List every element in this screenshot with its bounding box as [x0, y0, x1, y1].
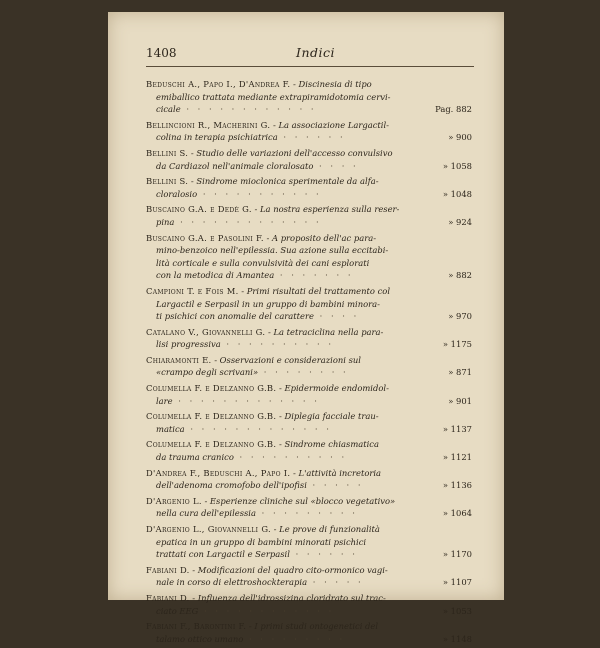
index-entry [146, 410, 472, 435]
entry-line [146, 160, 472, 173]
index-entry [146, 285, 472, 323]
leader-dots: · · · · [313, 160, 359, 171]
index-entry [146, 175, 472, 200]
entry-title-text: nale in corso di elettroshockterapia [156, 577, 308, 588]
entry-title-text: ti psichici con anomalie del carattere [156, 311, 314, 322]
entry-title-text: colina in terapia psichiatrica [156, 132, 278, 143]
entry-title-text: Largactil e Serpasil in un gruppo di bambini minora- [156, 298, 380, 309]
entry-authors: Bellini S. [146, 147, 189, 158]
entry-title-text: lisi progressiva [156, 339, 221, 350]
entry-line [146, 244, 472, 257]
entry-page-ref: Pag. 882 [435, 104, 472, 115]
entry-page-ref: » 1058 [442, 160, 472, 171]
index-entry [146, 147, 472, 172]
header-rule [146, 66, 474, 67]
entry-line [146, 467, 472, 480]
entry-authors: Campioni T. e Fois M. [146, 285, 239, 296]
leader-dots: · · · · · · · · · · [233, 452, 348, 463]
leader-dots: · · · · · [306, 480, 364, 491]
index-entry [146, 620, 472, 645]
index-entry [146, 438, 472, 463]
entry-page-ref: » 1148 [442, 633, 472, 644]
entry-line [146, 395, 472, 408]
entry-title-text: lità corticale e sulla convulsività dei cani esplorati [156, 257, 370, 268]
entry-line [146, 354, 472, 367]
entry-title-text: - Modificazioni del quadro cito-ormonico vagi- [189, 564, 388, 575]
entry-title-text: dell'adenoma cromofobo dell'ipofisi [156, 480, 307, 491]
entry-line [146, 338, 472, 351]
leader-dots: · · · · · · [277, 132, 346, 143]
entry-page-ref: » 924 [448, 216, 472, 227]
leader-dots: · · · · · · · · · · [220, 339, 334, 350]
leader-dots: · · · · · · · · · [243, 633, 346, 644]
entry-title-text: - Influenza dell'idrossizina cloridrato sul trac- [189, 592, 386, 603]
entry-title-text: pina [156, 216, 175, 227]
entry-line [146, 633, 472, 646]
entry-title-text: - I primi studi ontogenetici del [246, 621, 379, 632]
index-entry [146, 467, 472, 492]
entry-title-text: lare [156, 395, 173, 406]
index-entry [146, 326, 472, 351]
entry-title-text: da Cardiazol nell'animale cloralosato [156, 160, 314, 171]
page-number: 1408 [146, 46, 177, 60]
entry-line [146, 479, 472, 492]
entry-authors: Beduschi A., Papo I., D'Andrea F. [146, 79, 291, 89]
entry-line [146, 203, 472, 216]
entry-authors: D'Argenio L. [146, 495, 202, 506]
entry-line [146, 423, 472, 436]
entry-line [146, 507, 472, 520]
index-entry [146, 592, 472, 617]
entry-authors: Catalano V., Giovannelli G. [146, 326, 266, 337]
index-entry [146, 203, 472, 228]
entry-title-text: - Sindrome chiasmatica [276, 439, 379, 450]
entry-authors: Fabiani D. [146, 564, 190, 575]
entry-authors: Chiaramonti E. [146, 354, 212, 365]
leader-dots: · · · · · · · · · [255, 508, 358, 519]
entry-line [146, 188, 472, 201]
entry-line [146, 382, 472, 395]
entry-title-text: mino-benzoico nell'epilessia. Sua azione sulla eccitabi- [156, 245, 389, 256]
leader-dots: · · · · · · · · · · · [197, 188, 322, 199]
running-title: Indici [296, 45, 335, 60]
index-entries [146, 78, 472, 648]
leader-dots: · · · · · · · [274, 270, 354, 281]
index-entry [146, 382, 472, 407]
entry-title-text: matica [156, 423, 185, 434]
entry-line [146, 410, 472, 423]
entry-title-text: ciato EEG [156, 605, 199, 616]
leader-dots: · · · · · · · · · · · · [180, 104, 317, 115]
entry-line [146, 523, 472, 536]
entry-line [146, 495, 472, 508]
entry-line [146, 326, 472, 339]
entry-title-text: - Diplegia facciale trau- [276, 411, 379, 422]
entry-title-text: trattati con Largactil e Serpasil [156, 549, 290, 560]
index-entry [146, 354, 472, 379]
entry-authors: Columella F. e Delzanno G.B. [146, 439, 277, 450]
entry-line [146, 257, 472, 270]
entry-page-ref: » 900 [448, 132, 472, 143]
entry-title-text: nella cura dell'epilessia [156, 508, 256, 519]
entry-line [146, 119, 472, 132]
index-entry [146, 495, 472, 520]
entry-line [146, 366, 472, 379]
entry-title-text: - La nostra esperienza sulla reser- [251, 204, 400, 215]
entry-line [146, 216, 472, 229]
leader-dots: · · · · · [307, 577, 364, 588]
entry-page-ref: » 901 [448, 395, 472, 406]
entry-title-text: emiballico trattata mediante extrapiramidotomia cervi- [156, 91, 391, 102]
entry-line [146, 147, 472, 160]
page-header [146, 42, 474, 66]
entry-line [146, 232, 472, 245]
entry-title-text: «crampo degli scrivani» [156, 367, 259, 378]
entry-line [146, 269, 472, 282]
entry-title-text: - Esperienze cliniche sul «blocco vegetativo» [201, 495, 396, 506]
entry-authors: Fabiani D. [146, 592, 190, 603]
leader-dots: · · · · [313, 311, 360, 322]
entry-authors: Bellini S. [146, 176, 189, 187]
index-entry [146, 119, 472, 144]
entry-authors: Bellincioni R., Macherini G. [146, 119, 271, 130]
entry-title-text: - Sindrome mioclonica sperimentale da alfa- [188, 176, 379, 187]
entry-line [146, 564, 472, 577]
entry-authors: Fabiani F., Barontini F. [146, 621, 247, 632]
entry-title-text: - Discinesia di tipo [290, 79, 372, 89]
leader-dots: · · · · · · · · · · · · · [172, 395, 320, 406]
entry-line [146, 131, 472, 144]
entry-line [146, 451, 472, 464]
entry-authors: Buscaino G.A. e Pasolini F. [146, 232, 264, 243]
entry-title-text: - La tetraciclina nella para- [265, 326, 384, 337]
entry-page-ref: » 871 [448, 367, 472, 378]
leader-dots: · · · · · · · · · · · · [198, 605, 335, 616]
entry-page-ref: » 1053 [442, 605, 472, 616]
entry-page-ref: » 970 [448, 311, 472, 322]
entry-title-text: - L'attività incretoria [290, 467, 382, 478]
index-entry [146, 78, 472, 116]
entry-title-text: - Le prove di funzionalità [270, 524, 380, 534]
entry-authors: D'Andrea F., Beduschi A., Papo I. [146, 467, 291, 478]
entry-page-ref: » 1175 [442, 339, 472, 350]
entry-title-text: epatica in un gruppo di bambini minorati psichici [156, 536, 367, 547]
entry-title-text: cicale [156, 104, 181, 115]
entry-authors: D'Argenio L., Giovannelli G. [146, 524, 271, 534]
entry-title-text: - Osservazioni e considerazioni sul [211, 354, 361, 365]
entry-page-ref: » 1048 [442, 188, 472, 199]
entry-title-text: - La associazione Largactil- [270, 119, 389, 130]
entry-page-ref: » 1121 [442, 452, 472, 463]
entry-title-text: - Epidermoide endomidol- [276, 383, 389, 394]
entry-line [146, 438, 472, 451]
leader-dots: · · · · · · · · · · · · · [184, 423, 332, 434]
entry-authors: Columella F. e Delzanno G.B. [146, 383, 277, 394]
entry-page-ref: » 1136 [442, 480, 472, 491]
entry-line [146, 298, 472, 311]
entry-title-text: da trauma cranico [156, 452, 234, 463]
entry-authors: Buscaino G.A. e Dedè G. [146, 204, 252, 215]
entry-page-ref: » 1137 [442, 423, 472, 434]
entry-line [146, 91, 472, 104]
entry-page-ref: » 1064 [442, 508, 472, 519]
entry-line [146, 620, 472, 633]
entry-line [146, 576, 472, 589]
entry-line [146, 548, 472, 561]
book-page [108, 12, 504, 644]
entry-page-ref: » 1107 [442, 577, 472, 588]
entry-line [146, 605, 472, 618]
entry-line [146, 78, 472, 91]
entry-page-ref: » 1170 [442, 549, 472, 560]
index-entry [146, 232, 472, 282]
entry-title-text: talamo ottico umano [156, 633, 244, 644]
entry-title-text: - Studio delle variazioni dell'accesso convulsivo [188, 147, 393, 158]
entry-line [146, 175, 472, 188]
entry-line [146, 285, 472, 298]
entry-authors: Columella F. e Delzanno G.B. [146, 411, 277, 422]
entry-page-ref: » 882 [448, 270, 472, 281]
index-entry [146, 564, 472, 589]
entry-line [146, 310, 472, 323]
entry-title-text: - Primi risultati del trattamento col [238, 285, 391, 296]
entry-line [146, 592, 472, 605]
entry-title-text: cloralosio [156, 188, 198, 199]
entry-title-text: con la metodica di Amantea [156, 270, 275, 281]
leader-dots: · · · · · · · · [258, 367, 349, 378]
index-entry [146, 523, 472, 561]
leader-dots: · · · · · · · · · · · · · [174, 216, 322, 227]
entry-line [146, 103, 472, 116]
leader-dots: · · · · · · [289, 549, 358, 560]
entry-line [146, 536, 472, 549]
entry-title-text: - A proposito dell'ac para- [263, 232, 377, 243]
